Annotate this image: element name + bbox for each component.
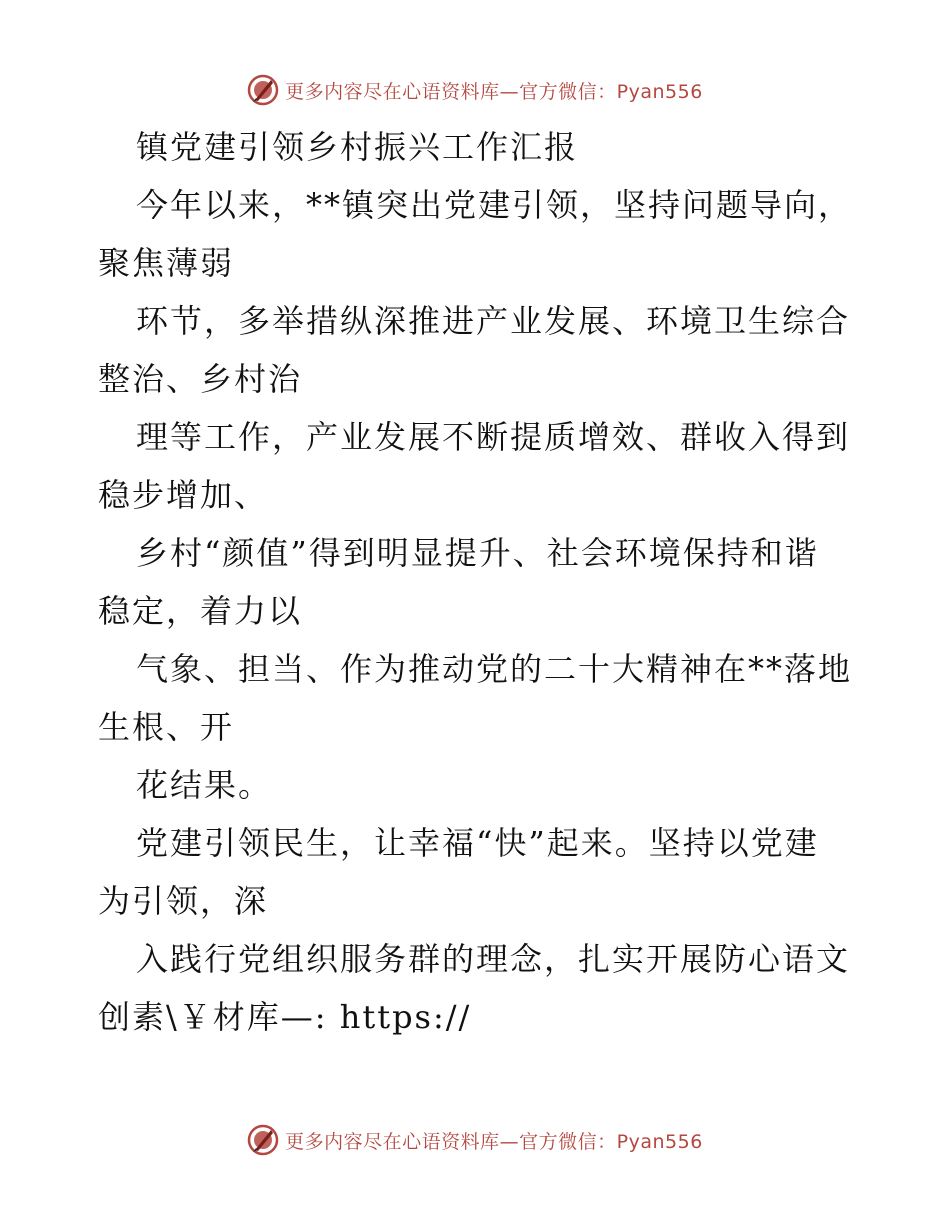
text-line: 稳步增加、 [98,476,269,514]
text-line: 环节，多举措纵深推进产业发展、环境卫生综合 [136,302,851,340]
text-line: 为引领，深 [98,882,269,920]
text-line: 入践行党组织服务群的理念，扎实开展防心语文 [136,940,851,978]
text-line: 党建引领民生，让幸福“快”起来。坚持以党建 [136,824,819,862]
header-watermark [0,70,950,110]
quill-pen-logo-icon [247,1124,279,1156]
text-line: 聚焦薄弱 [98,244,235,282]
text-line: 气象、担当、作为推动党的二十大精神在**落地 [136,650,853,688]
document-title: 镇党建引领乡村振兴工作汇报 [136,128,579,166]
watermark-text: 更多内容尽在心语资料库—官方微信：Pyan556 [285,80,703,103]
text-line: 生根、开 [98,708,235,746]
text-line: 理等工作，产业发展不断提质增效、群收入得到 [136,418,851,456]
text-line: 今年以来，**镇突出党建引领，坚持问题导向， [136,186,853,224]
watermark-text: 更多内容尽在心语资料库—官方微信：Pyan556 [285,1130,703,1153]
text-line: 创素\￥材库—: https:// [98,998,472,1036]
text-line: 稳定，着力以 [98,592,303,630]
text-line: 花结果。 [136,766,273,804]
footer-watermark [0,1120,950,1160]
quill-pen-logo-icon [247,74,279,106]
text-line: 整治、乡村治 [98,360,303,398]
document-body [98,118,858,1046]
text-line: 乡村“颜值”得到明显提升、社会环境保持和谐 [136,534,819,572]
